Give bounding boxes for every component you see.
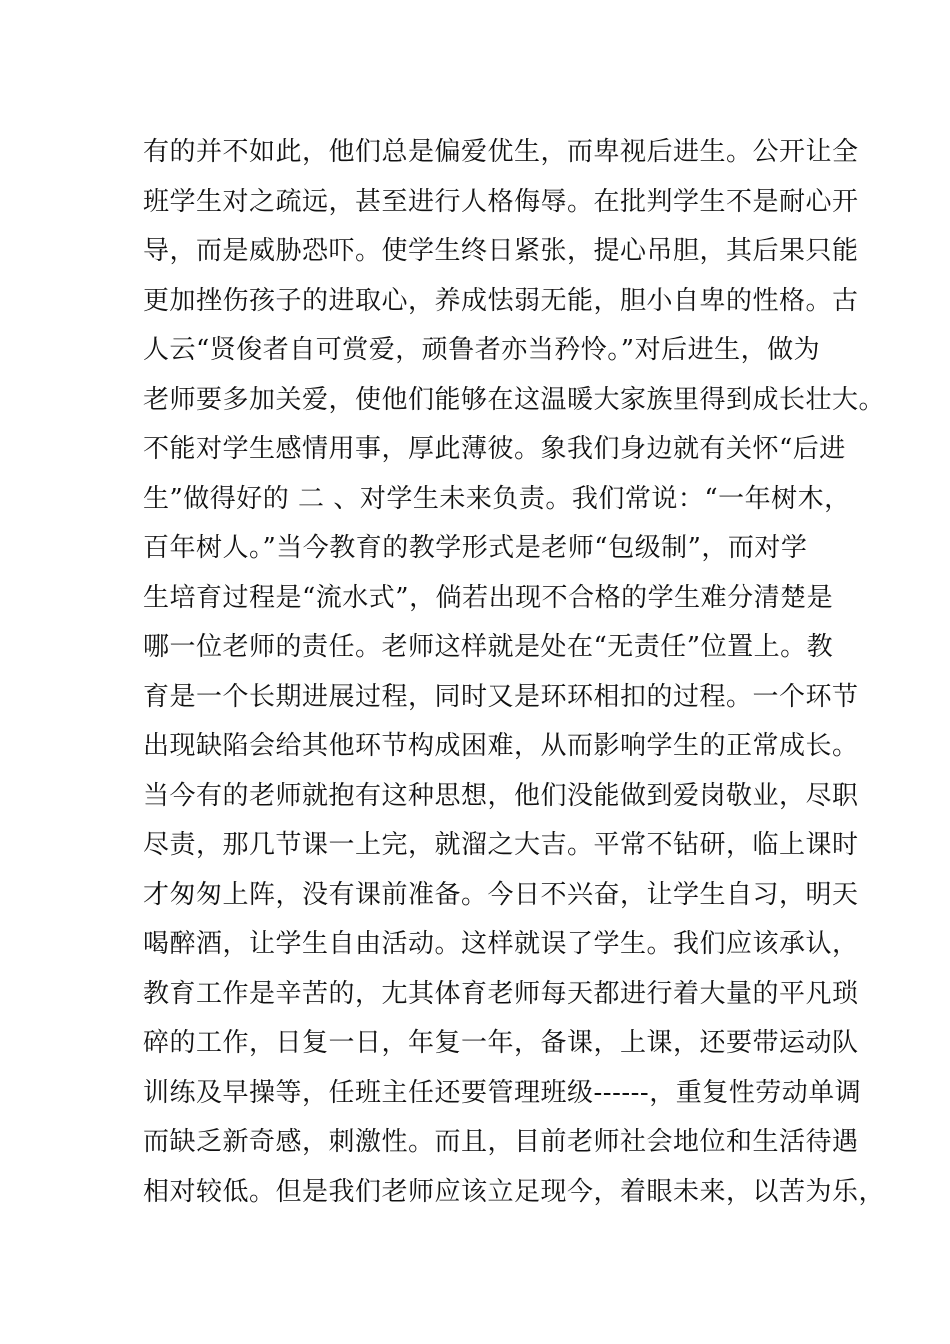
- text-line: 百年树人。”当今教育的教学形式是老师“包级制”，而对学: [143, 533, 808, 563]
- text-line: 当今有的老师就抱有这种思想，他们没能做到爱岗敬业，尽职: [143, 780, 859, 811]
- text-line: 碎的工作，日复一日，年复一年，备课，上课，还要带运动队: [143, 1028, 859, 1058]
- text-line: 人云“贤俊者自可赏爱，顽鲁者亦当矜怜。”对后进生，做为: [143, 335, 821, 365]
- text-line: 育是一个长期进展过程，同时又是环环相扣的过程。一个环节: [143, 681, 859, 712]
- text-line: 老师要多加关爱，使他们能够在这温暖大家族里得到成长壮大。: [143, 384, 886, 415]
- text-line: 班学生对之疏远，甚至进行人格侮辱。在批判学生不是耐心开: [143, 186, 859, 217]
- text-line: 生”做得好的 二 、对学生未来负责。我们常说：“一年树木，: [143, 483, 851, 514]
- text-line: 才匆匆上阵，没有课前准备。今日不兴奋，让学生自习，明天: [143, 879, 859, 910]
- text-line: 导，而是威胁恐吓。使学生终日紧张，提心吊胆，其后果只能: [143, 236, 859, 266]
- text-line: 出现缺陷会给其他环节构成困难，从而影响学生的正常成长。: [143, 731, 859, 761]
- text-line: 训练及早操等，任班主任还要管理班级------，重复性劳动单调: [143, 1077, 862, 1108]
- text-line: 哪一位老师的责任。老师这样就是处在“无责任”位置上。教: [143, 632, 834, 662]
- text-line: 尽责，那几节课一上完，就溜之大吉。平常不钻研，临上课时: [143, 830, 859, 860]
- text-line: 相对较低。但是我们老师应该立足现今，着眼未来，以苦为乐，: [143, 1176, 886, 1207]
- text-line: 生培育过程是“流水式”，倘若出现不合格的学生难分清楚是: [143, 582, 834, 613]
- text-line: 喝醉酒，让学生自由活动。这样就误了学生。我们应该承认，: [143, 929, 859, 959]
- body-text: [143, 128, 886, 1217]
- text-line: 不能对学生感情用事，厚此薄彼。象我们身边就有关怀“后进: [143, 434, 846, 464]
- text-line: 更加挫伤孩子的进取心，养成怯弱无能，胆小自卑的性格。古: [143, 285, 859, 316]
- text-line: 教育工作是辛苦的，尢其体育老师每天都进行着大量的平凡琐: [143, 978, 859, 1009]
- text-line: 而缺乏新奇感，刺激性。而且，目前老师社会地位和生活待遇: [143, 1127, 859, 1157]
- text-line: 有的并不如此，他们总是偏爱优生，而卑视后进生。公开让全: [143, 137, 859, 167]
